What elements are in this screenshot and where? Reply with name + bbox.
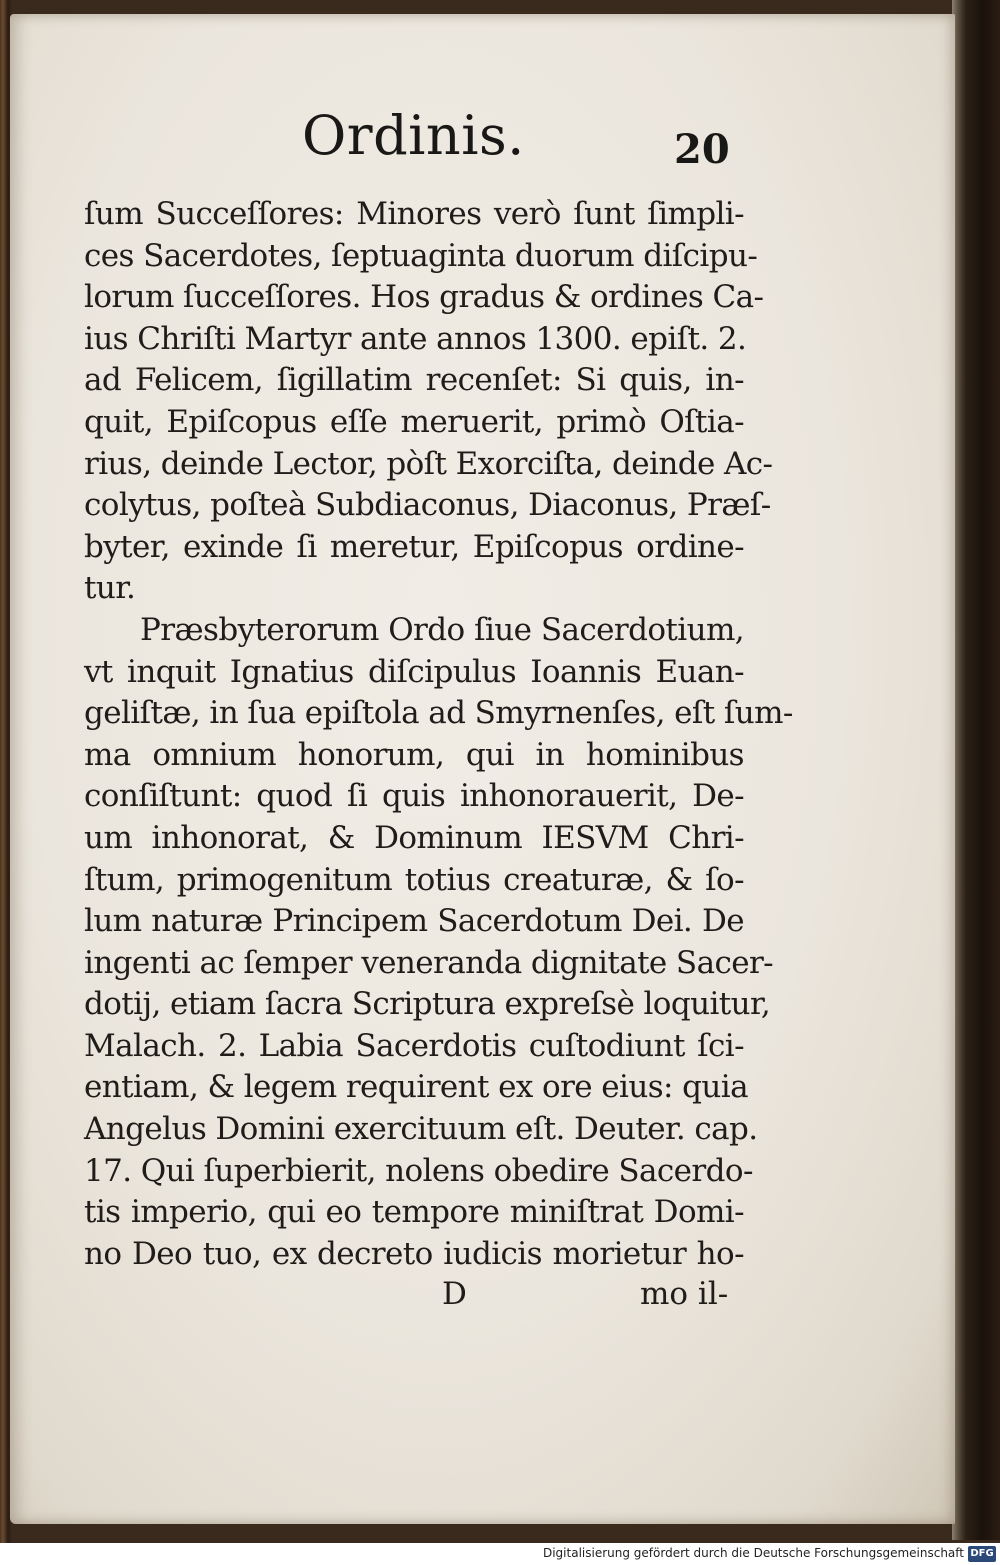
text-line: ces Sacerdotes, ſeptuaginta duorum diſcipu- <box>84 237 758 274</box>
digitization-credit: Digitalisierung gefördert durch die Deutsche Forschungsgemeinschaft <box>542 1546 964 1560</box>
text-line: ingenti ac ſemper veneranda dignitate Sacer- <box>84 944 774 981</box>
text-line: byter, exinde ſi meretur, Epiſcopus ordine- <box>84 528 744 565</box>
text-line: conſiſtunt: quod ſi quis inhonorauerit, De- <box>84 778 744 815</box>
text-line: Angelus Domini exercituum eſt. Deuter. cap. <box>84 1111 758 1148</box>
text-line: dotij, etiam ſacra Scriptura expreſsè loquitur, <box>84 986 771 1023</box>
signature-mark: D <box>442 1276 467 1312</box>
text-line: tur. <box>84 570 136 607</box>
book-page <box>10 14 955 1524</box>
text-line: rius, deinde Lector, pòſt Exorciſta, deinde Ac- <box>84 445 773 482</box>
text-line: colytus, poſteà Subdiaconus, Diaconus, Præſ- <box>84 487 771 524</box>
page-footer-marks <box>10 1276 955 1320</box>
text-line: no Deo tuo, ex decreto iudicis morietur ho- <box>84 1235 744 1272</box>
text-line: Malach. 2. Labia Sacerdotis cuſtodiunt ſci- <box>84 1027 744 1064</box>
book-binding-edge <box>952 0 1000 1540</box>
running-head <box>10 104 955 184</box>
text-line: ad Felicem, ſigillatim recenſet: Si quis, in- <box>84 362 744 399</box>
digitization-credit-bar <box>0 1543 1000 1565</box>
text-line: entiam, & legem requirent ex ore eius: quia <box>84 1069 748 1106</box>
dfg-logo-icon: DFG <box>968 1546 996 1562</box>
text-line: ſtum, primogenitum totius creaturæ, & ſo- <box>84 861 744 898</box>
page-number: 20 <box>674 126 730 173</box>
text-line: geliſtæ, in ſua epiſtola ad Smyrnenſes, eſt ſum- <box>84 695 793 732</box>
text-line: 17. Qui ſuperbierit, nolens obedire Sacerdo- <box>84 1152 753 1189</box>
text-line: ius Chriſti Martyr ante annos 1300. epiſt. 2. <box>84 320 747 357</box>
text-line: ma omnium honorum, qui in hominibus <box>84 736 744 773</box>
text-line: vt inquit Ignatius diſcipulus Ioannis Euan- <box>84 653 744 690</box>
text-line: lum naturæ Principem Sacerdotum Dei. De <box>84 903 744 940</box>
body-text <box>84 194 793 1275</box>
text-line: tis imperio, qui eo tempore miniſtrat Domi- <box>84 1194 744 1231</box>
catchword: mo il- <box>640 1276 729 1312</box>
text-line: ſum Succeſſores: Minores verò ſunt ſimpli- <box>84 196 744 232</box>
text-line: um inhonorat, & Dominum IESVM Chri- <box>84 819 744 856</box>
paragraph-first-line: Præsbyterorum Ordo ſiue Sacerdotium, <box>140 611 744 648</box>
text-line: quit, Epiſcopus eſſe meruerit, primò Oſtia- <box>84 403 744 440</box>
running-title: Ordinis. <box>302 104 525 167</box>
text-line: lorum ſucceſſores. Hos gradus & ordines Ca- <box>84 279 764 316</box>
